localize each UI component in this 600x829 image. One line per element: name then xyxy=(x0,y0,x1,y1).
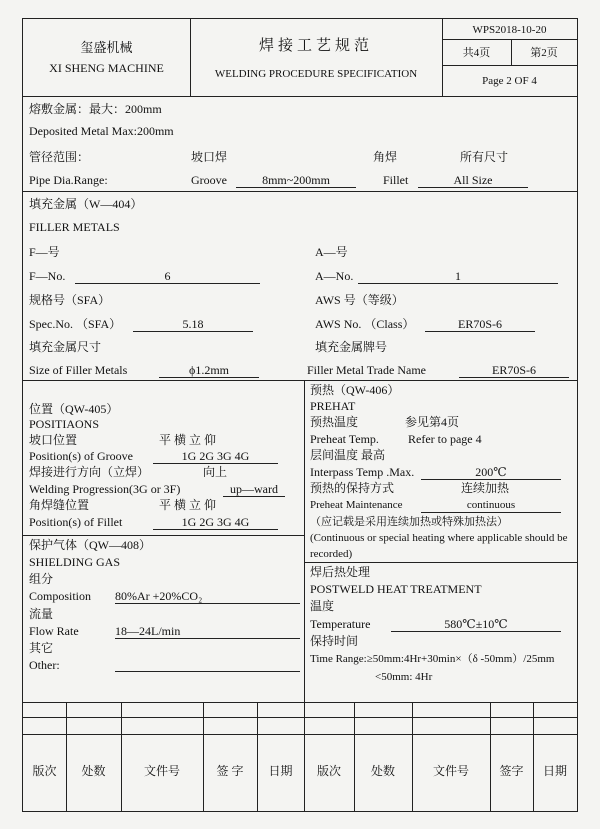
divider xyxy=(442,39,577,40)
preheat-maintenance-en: Preheat Maintenance xyxy=(310,499,403,511)
interpass-en: Interpass Temp .Max. xyxy=(310,465,415,479)
progression-en: Welding Progression(3G or 3F) xyxy=(29,482,181,496)
interpass-value: 200℃ xyxy=(421,465,561,480)
company-name-cn: 玺盛机械 xyxy=(80,40,133,55)
rev-col-date: 日期 xyxy=(268,764,293,778)
spec-number-value: 5.18 xyxy=(133,317,253,332)
flow-rate-en: Flow Rate xyxy=(29,624,79,638)
doc-title-cn: 焊接工艺规范 xyxy=(258,38,373,54)
spec-number-cn: 规格号（SFA） xyxy=(29,293,111,307)
preheat-note-cn: （应记载是采用连续加热或特殊加热法） xyxy=(310,516,508,528)
a-number-en: A—No. xyxy=(315,269,354,283)
pipe-range-en: Pipe Dia.Range: xyxy=(29,173,108,187)
time-range-line1: Time Range:≥50mm:4Hr+30min×（δ -50mm）/25mm xyxy=(310,653,555,665)
groove-cn: 坡口焊 xyxy=(191,150,228,164)
divider xyxy=(23,717,577,718)
gas-heading-cn: 保护气体（QW—408） xyxy=(29,538,151,552)
divider xyxy=(257,702,258,811)
wps-sheet xyxy=(22,18,578,812)
divider xyxy=(304,380,305,702)
pwht-temp-en: Temperature xyxy=(310,617,371,631)
aws-number-en: AWS No. （Class） xyxy=(315,317,415,331)
divider xyxy=(23,734,577,735)
pipe-range-cn: 管径范围： xyxy=(29,150,90,164)
total-pages: 共4页 xyxy=(462,47,491,59)
groove-position-cn-values: 平 横 立 仰 xyxy=(159,433,217,447)
aws-number-cn: AWS 号（等级） xyxy=(315,293,404,307)
interpass-cn: 层间温度 最高 xyxy=(310,448,386,462)
pwht-heading-cn: 焊后热处理 xyxy=(310,565,371,579)
rev-col-date-2: 日期 xyxy=(542,764,567,778)
divider xyxy=(203,702,204,811)
other-cn: 其它 xyxy=(29,641,54,655)
page-number-en: Page 2 OF 4 xyxy=(482,75,537,87)
rev-col-version: 版次 xyxy=(32,764,57,778)
composition-cn: 组分 xyxy=(29,572,54,586)
progression-cn: 焊接进行方向（立焊） xyxy=(29,465,150,479)
f-number-cn: F—号 xyxy=(29,245,60,259)
fillet-size-value: All Size xyxy=(418,173,528,188)
divider xyxy=(23,380,577,381)
preheat-note-en-1: (Continuous or special heating where applicable should be xyxy=(310,532,568,544)
deposited-metal-cn: 熔敷金属：最大：200mm xyxy=(29,102,162,116)
company-name-en: XI SHENG MACHINE xyxy=(49,61,164,75)
rev-col-version-2: 版次 xyxy=(316,764,341,778)
composition-value: 80%Ar +20%CO₂ xyxy=(115,589,300,604)
composition-en: Composition xyxy=(29,589,92,603)
filler-size-en: Size of Filler Metals xyxy=(29,363,128,377)
preheat-temp-value: Refer to page 4 xyxy=(408,432,482,446)
divider xyxy=(412,702,413,811)
rev-col-signature-2: 签字 xyxy=(499,764,524,778)
doc-title-en: WELDING PROCEDURE SPECIFICATION xyxy=(214,68,418,80)
progression-value: up—ward xyxy=(223,482,285,497)
pwht-temp-cn: 温度 xyxy=(310,599,335,613)
f-number-en: F—No. xyxy=(29,269,66,283)
groove-position-cn: 坡口位置 xyxy=(29,433,78,447)
divider xyxy=(23,535,304,536)
rev-col-signature: 签 字 xyxy=(216,764,244,778)
pwht-heading-en: POSTWELD HEAT TREATMENT xyxy=(310,582,482,596)
preheat-maintenance-cn-value: 连续加热 xyxy=(461,481,510,495)
divider xyxy=(533,702,534,811)
preheat-temp-cn-value: 参见第4页 xyxy=(405,415,460,429)
divider xyxy=(23,96,577,97)
rev-col-file-no-2: 文件号 xyxy=(432,764,469,778)
filler-heading-cn: 填充金属（W—404） xyxy=(29,197,143,211)
doc-number: WPS2018-10-20 xyxy=(472,24,547,36)
pwht-temp-value: 580℃±10℃ xyxy=(391,617,561,632)
time-range-line2: <50mm: 4Hr xyxy=(375,671,433,683)
progression-cn-value: 向上 xyxy=(203,465,228,479)
divider xyxy=(354,702,355,811)
fillet-cn: 角焊 xyxy=(373,150,398,164)
divider xyxy=(304,562,577,563)
divider xyxy=(23,702,577,703)
a-number-value: 1 xyxy=(358,269,558,284)
fillet-position-en: Position(s) of Fillet xyxy=(29,515,123,529)
preheat-temp-en: Preheat Temp. xyxy=(310,432,379,446)
fillet-cn-value: 所有尺寸 xyxy=(460,150,509,164)
page-number-cn: 第2页 xyxy=(530,47,558,59)
flow-rate-value: 18—24L/min xyxy=(115,624,300,639)
positions-heading-en: POSITIAONS xyxy=(29,417,100,431)
preheat-maintenance-cn: 预热的保持方式 xyxy=(310,481,395,495)
fillet-position-values: 1G 2G 3G 4G xyxy=(153,515,278,530)
other-en: Other: xyxy=(29,658,60,672)
a-number-cn: A—号 xyxy=(315,245,348,259)
aws-class-value: ER70S-6 xyxy=(425,317,535,332)
other-value-line xyxy=(115,671,300,672)
spec-number-en: Spec.No. （SFA） xyxy=(29,317,122,331)
filler-size-cn: 填充金属尺寸 xyxy=(29,340,102,354)
groove-position-en: Position(s) of Groove xyxy=(29,449,133,463)
preheat-heading-en: PREHAT xyxy=(310,399,356,413)
preheat-maintenance-value: continuous xyxy=(421,498,561,513)
fillet-position-cn-values: 平 横 立 仰 xyxy=(159,498,217,512)
rev-col-count: 处数 xyxy=(81,764,106,778)
preheat-heading-cn: 预热（QW-406） xyxy=(310,383,400,397)
filler-size-value: ϕ1.2mm xyxy=(159,363,259,378)
groove-en: Groove xyxy=(191,173,227,187)
rev-col-file-no: 文件号 xyxy=(143,764,180,778)
preheat-note-en-2: recorded) xyxy=(310,548,353,560)
fillet-position-cn: 角焊缝位置 xyxy=(29,498,90,512)
groove-position-values: 1G 2G 3G 4G xyxy=(153,449,278,464)
trade-name-en: Filler Metal Trade Name xyxy=(307,363,426,377)
divider xyxy=(23,191,577,192)
trade-name-cn: 填充金属牌号 xyxy=(315,340,388,354)
fillet-en: Fillet xyxy=(383,173,409,187)
gas-heading-en: SHIELDING GAS xyxy=(29,555,120,569)
positions-heading-cn: 位置（QW-405） xyxy=(29,402,119,416)
divider xyxy=(304,702,305,811)
hold-time-cn: 保持时间 xyxy=(310,634,359,648)
divider xyxy=(442,65,577,66)
divider xyxy=(121,702,122,811)
trade-name-value: ER70S-6 xyxy=(459,363,569,378)
rev-col-count-2: 处数 xyxy=(370,764,395,778)
divider xyxy=(66,702,67,811)
flow-rate-cn: 流量 xyxy=(29,607,54,621)
deposited-metal-en: Deposited Metal Max:200mm xyxy=(29,124,174,138)
f-number-value: 6 xyxy=(75,269,260,284)
groove-range-value: 8mm~200mm xyxy=(236,173,356,188)
divider xyxy=(190,19,191,96)
filler-heading-en: FILLER METALS xyxy=(29,220,120,234)
divider xyxy=(490,702,491,811)
preheat-temp-cn: 预热温度 xyxy=(310,415,359,429)
